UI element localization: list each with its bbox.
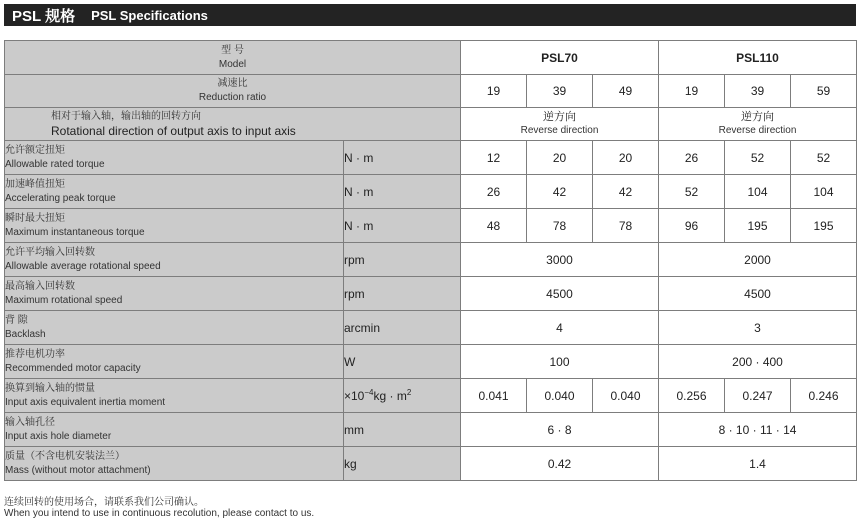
rotation-psl110-cn: 逆方向 xyxy=(741,111,774,123)
max-torque-value: 78 xyxy=(527,209,593,243)
ratio-label-en: Reduction ratio xyxy=(198,92,267,103)
inertia-value: 0.040 xyxy=(527,379,593,413)
avg-speed-unit: rpm xyxy=(344,243,461,277)
rotation-psl70-cn: 逆方向 xyxy=(543,111,576,123)
max-speed-unit: rpm xyxy=(344,277,461,311)
rated-torque-unit: N · m xyxy=(344,141,461,175)
label-en: Allowable average rotational speed xyxy=(5,260,161,272)
rotation-psl70 xyxy=(461,108,659,141)
mass-unit: kg xyxy=(344,447,461,481)
peak-torque-row xyxy=(5,175,857,209)
label-cn: 换算到输入轴的惯量 xyxy=(5,382,95,394)
rotation-psl110-en: Reverse direction xyxy=(718,125,797,136)
label-en: Backlash xyxy=(5,328,46,340)
inertia-label xyxy=(5,379,344,413)
title-bar xyxy=(4,4,856,26)
motor-capacity-psl110: 200 · 400 xyxy=(659,345,857,379)
peak-torque-value: 52 xyxy=(659,175,725,209)
backlash-unit: arcmin xyxy=(344,311,461,345)
label-en: Recommended motor capacity xyxy=(5,362,141,374)
mass-psl70: 0.42 xyxy=(461,447,659,481)
rated-torque-value: 52 xyxy=(791,141,857,175)
label-cn: 加速峰值扭矩 xyxy=(5,178,65,190)
rated-torque-value: 12 xyxy=(461,141,527,175)
label-en: Input axis hole diameter xyxy=(5,430,112,442)
peak-torque-value: 104 xyxy=(725,175,791,209)
model-label-cn: 型 号 xyxy=(221,44,244,56)
avg-speed-psl70: 3000 xyxy=(461,243,659,277)
label-cn: 最高输入回转数 xyxy=(5,280,75,292)
backlash-row xyxy=(5,311,857,345)
label-en: Mass (without motor attachment) xyxy=(5,464,151,476)
inertia-unit-exp2: 2 xyxy=(406,387,412,397)
max-torque-row xyxy=(5,209,857,243)
label-en: Maximum rotational speed xyxy=(5,294,123,306)
backlash-psl110: 3 xyxy=(659,311,857,345)
peak-torque-value: 42 xyxy=(527,175,593,209)
rated-torque-label xyxy=(5,141,344,175)
label-cn: 推荐电机功率 xyxy=(5,348,65,360)
rotation-label-en: Rotational direction of output axis to input axis xyxy=(51,124,296,138)
rated-torque-row xyxy=(5,141,857,175)
label-cn: 瞬时最大扭矩 xyxy=(5,212,65,224)
max-torque-unit: N · m xyxy=(344,209,461,243)
label-cn: 允许平均输入回转数 xyxy=(5,246,95,258)
model-label-cell xyxy=(5,41,461,75)
note-en: When you intend to use in continuous recolution, please contact to us. xyxy=(4,508,315,519)
ratio-row xyxy=(5,75,857,108)
max-torque-value: 48 xyxy=(461,209,527,243)
inertia-value: 0.040 xyxy=(593,379,659,413)
avg-speed-row xyxy=(5,243,857,277)
mass-psl110: 1.4 xyxy=(659,447,857,481)
inertia-unit-pre: ×10 xyxy=(344,388,365,403)
motor-capacity-psl70: 100 xyxy=(461,345,659,379)
inertia-value: 0.256 xyxy=(659,379,725,413)
label-en: Maximum instantaneous torque xyxy=(5,226,145,238)
max-speed-psl70: 4500 xyxy=(461,277,659,311)
model-row xyxy=(5,41,857,75)
ratio-value: 19 xyxy=(659,75,725,108)
mass-label xyxy=(5,447,344,481)
peak-torque-value: 26 xyxy=(461,175,527,209)
avg-speed-psl110: 2000 xyxy=(659,243,857,277)
inertia-unit xyxy=(344,379,461,413)
model-psl70: PSL70 xyxy=(461,41,659,75)
label-cn: 背 隙 xyxy=(5,314,28,326)
peak-torque-label xyxy=(5,175,344,209)
motor-capacity-label xyxy=(5,345,344,379)
inertia-value: 0.246 xyxy=(791,379,857,413)
rotation-label-cell xyxy=(5,108,461,141)
ratio-value: 19 xyxy=(461,75,527,108)
peak-torque-value: 42 xyxy=(593,175,659,209)
max-torque-value: 78 xyxy=(593,209,659,243)
rotation-psl110 xyxy=(659,108,857,141)
spec-table xyxy=(4,40,857,481)
rotation-row xyxy=(5,108,857,141)
motor-capacity-unit: W xyxy=(344,345,461,379)
ratio-label-cn: 减速比 xyxy=(217,78,248,89)
ratio-label-cell xyxy=(5,75,461,108)
mass-row xyxy=(5,447,857,481)
rated-torque-value: 20 xyxy=(593,141,659,175)
hole-diameter-psl110: 8 · 10 · 11 · 14 xyxy=(659,413,857,447)
ratio-value: 59 xyxy=(791,75,857,108)
rotation-psl70-en: Reverse direction xyxy=(520,125,599,136)
max-speed-psl110: 4500 xyxy=(659,277,857,311)
max-torque-value: 195 xyxy=(725,209,791,243)
label-cn: 允许额定扭矩 xyxy=(5,144,65,156)
label-en: Accelerating peak torque xyxy=(5,192,116,204)
max-speed-label xyxy=(5,277,344,311)
ratio-value: 39 xyxy=(725,75,791,108)
ratio-value: 39 xyxy=(527,75,593,108)
model-label-en: Model xyxy=(218,58,247,70)
peak-torque-value: 104 xyxy=(791,175,857,209)
hole-diameter-unit: mm xyxy=(344,413,461,447)
rotation-label-cn: 相对于输入轴，输出轴的回转方向 xyxy=(51,111,201,122)
rated-torque-value: 20 xyxy=(527,141,593,175)
model-psl110: PSL110 xyxy=(659,41,857,75)
rated-torque-value: 26 xyxy=(659,141,725,175)
max-torque-value: 96 xyxy=(659,209,725,243)
note-cn: 连续回转的使用场合，请联系我们公司确认。 xyxy=(4,497,204,508)
label-cn: 输入轴孔径 xyxy=(5,416,55,428)
inertia-value: 0.041 xyxy=(461,379,527,413)
max-speed-row xyxy=(5,277,857,311)
max-torque-value: 195 xyxy=(791,209,857,243)
hole-diameter-psl70: 6 · 8 xyxy=(461,413,659,447)
backlash-label xyxy=(5,311,344,345)
avg-speed-label xyxy=(5,243,344,277)
backlash-psl70: 4 xyxy=(461,311,659,345)
peak-torque-unit: N · m xyxy=(344,175,461,209)
title-cn: PSL 规格 xyxy=(12,7,76,25)
inertia-unit-mid: kg · m xyxy=(373,388,407,403)
max-torque-label xyxy=(5,209,344,243)
hole-diameter-label xyxy=(5,413,344,447)
label-en: Input axis equivalent inertia moment xyxy=(5,396,166,408)
ratio-value: 49 xyxy=(593,75,659,108)
title-en: PSL Specifications xyxy=(91,7,208,23)
inertia-unit-exp1: −4 xyxy=(364,387,374,397)
inertia-value: 0.247 xyxy=(725,379,791,413)
label-cn: 质量（不含电机安装法兰） xyxy=(5,450,125,462)
label-en: Allowable rated torque xyxy=(5,158,105,170)
motor-capacity-row xyxy=(5,345,857,379)
inertia-row xyxy=(5,379,857,413)
hole-diameter-row xyxy=(5,413,857,447)
rated-torque-value: 52 xyxy=(725,141,791,175)
